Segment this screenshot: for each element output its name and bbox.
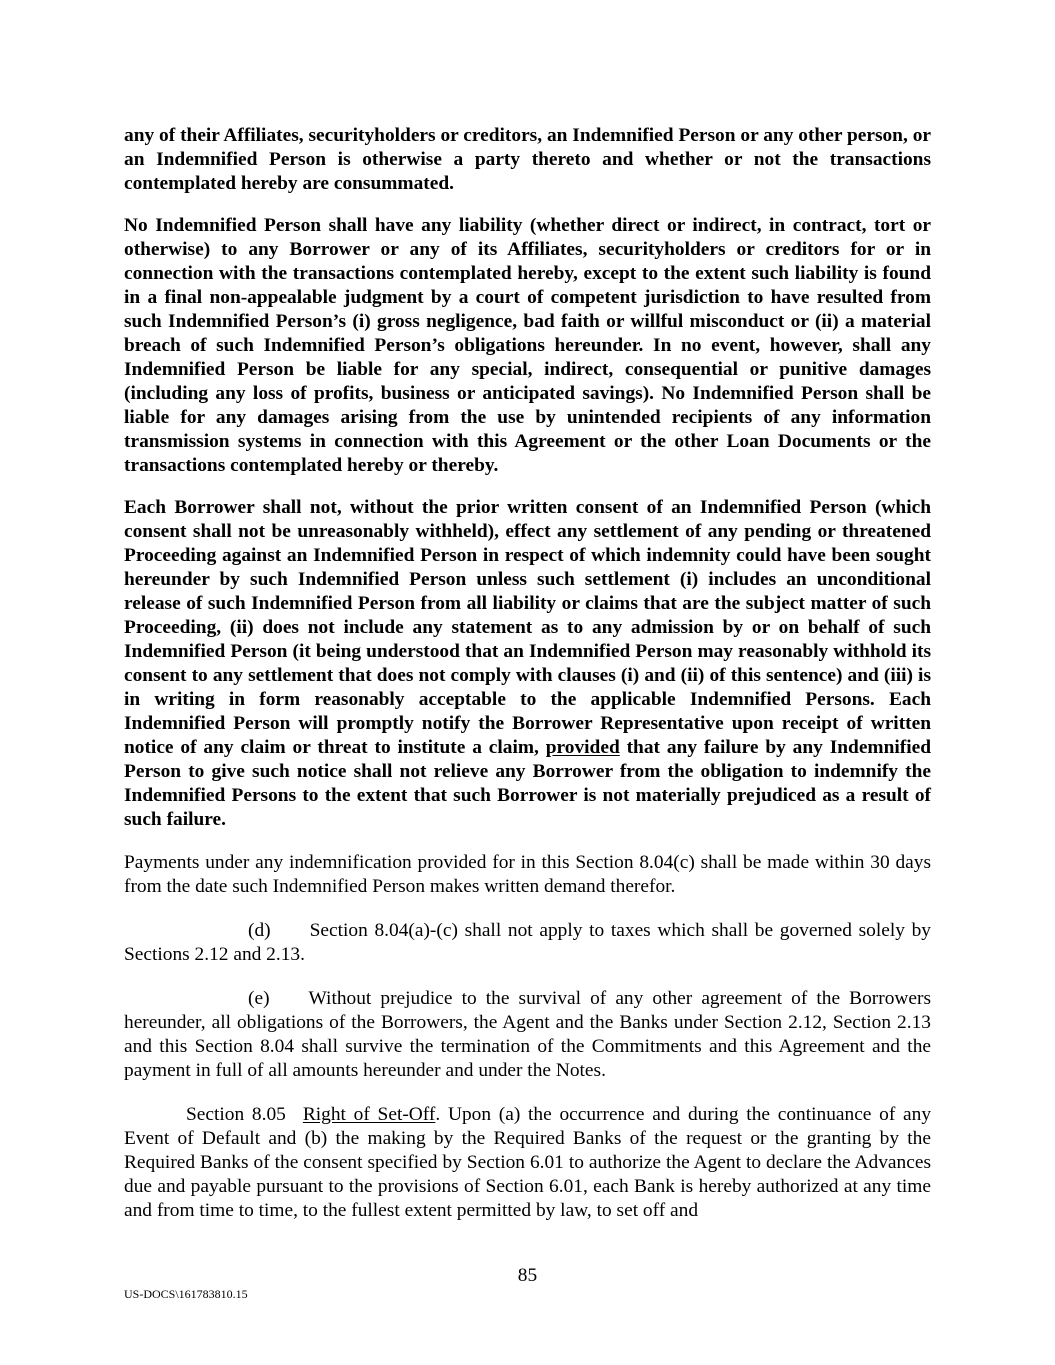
paragraph-clause-d <box>124 919 931 967</box>
settlement-text-part1: Each Borrower shall not, without the prior written consent of an Indemnified Person (which consent shall not be unreasonably withheld), effect any settlement of any pending or threatened Proceeding against an Indemnified Person in respect of which indemnity could have been sought hereunder by such Indemnified Person unless such settlement (i) includes an unconditional release of such Indemnified Person from all liability or claims that are the subject matter of such Proceeding, (ii) does not include any statement as to any admission by or on behalf of such Indemnified Person (it being understood that an Indemnified Person may reasonably withhold its consent to any settlement that does not comply with clauses (i) and (ii) of this sentence) and (iii) is in writing in form reasonably acceptable to the applicable Indemnified Persons. Each Indemnified Person will promptly notify the Borrower Representative upon receipt of written notice of any claim or threat to institute a claim, <box>124 497 931 758</box>
paragraph-payments: Payments under any indemnification provided for in this Section 8.04(c) shall be made within 30 days from the date such Indemnified Person makes written demand therefor. <box>124 852 931 897</box>
paragraph-section-8-05 <box>124 1103 931 1223</box>
paragraph-indemnity-continuation: any of their Affiliates, securityholders or creditors, an Indemnified Person or any other person, or an Indemnified Person is otherwise a party thereto and whether or not the transactions contemplated hereby are consummated. <box>124 125 931 194</box>
document-id: US-DOCS\161783810.15 <box>124 1287 248 1301</box>
section-heading: Right of Set-Off <box>302 1104 436 1125</box>
provided-underlined-term: provided <box>545 737 620 758</box>
clause-d-label: (d) <box>248 920 271 941</box>
settlement-text-part2: that any failure by any Indemnified Person to give such notice shall not relieve any Borrower from the obligation to indemnify the Indemnified Persons to the extent that such Borrower is not materially prejudiced as a result of such failure. <box>124 737 931 830</box>
page-number: 85 <box>517 1265 538 1286</box>
clause-e-label: (e) <box>248 988 270 1009</box>
section-text: . Upon (a) the occurrence and during the continuance of any Event of Default and (b) the making by the Required Banks of the request or the granting by the Required Banks of the consent specified by Section 6.01 to authorize the Agent to declare the Advances due and payable pursuant to the provisions of Section 6.01, each Bank is hereby authorized at any time and from time to time, to the fullest extent permitted by law, to set off and <box>124 1104 932 1221</box>
clause-e-text: Without prejudice to the survival of any other agreement of the Borrowers hereunder, all obligations of the Borrowers, the Agent and the Banks under Section 2.12, Section 2.13 and this Section 8.04 shall survive the termination of the Commitments and this Agreement and the payment in full of all amounts hereunder and under the Notes. <box>124 988 931 1081</box>
section-number: Section 8.05 <box>186 1104 286 1125</box>
paragraph-settlement-consent <box>124 496 931 832</box>
document-body <box>124 124 931 1223</box>
clause-d-text: Section 8.04(a)-(c) shall not apply to taxes which shall be governed solely by Sections 2.12 and 2.13. <box>124 920 931 965</box>
paragraph-no-liability: No Indemnified Person shall have any liability (whether direct or indirect, in contract, tort or otherwise) to any Borrower or any of its Affiliates, securityholders or creditors for or in connection with the transactions contemplated hereby, except to the extent such liability is found in a final non-appealable judgment by a court of competent jurisdiction to have resulted from such Indemnified Person’s (i) gross negligence, bad faith or willful misconduct or (ii) a material breach of such Indemnified Person’s obligations hereunder. In no event, however, shall any Indemnified Person be liable for any special, indirect, consequential or punitive damages (including any loss of profits, business or anticipated savings). No Indemnified Person shall be liable for any damages arising from the use by unintended recipients of any information transmission systems in connection with this Agreement or the other Loan Documents or the transactions contemplated hereby or thereby. <box>124 215 931 476</box>
paragraph-clause-e <box>124 987 931 1083</box>
